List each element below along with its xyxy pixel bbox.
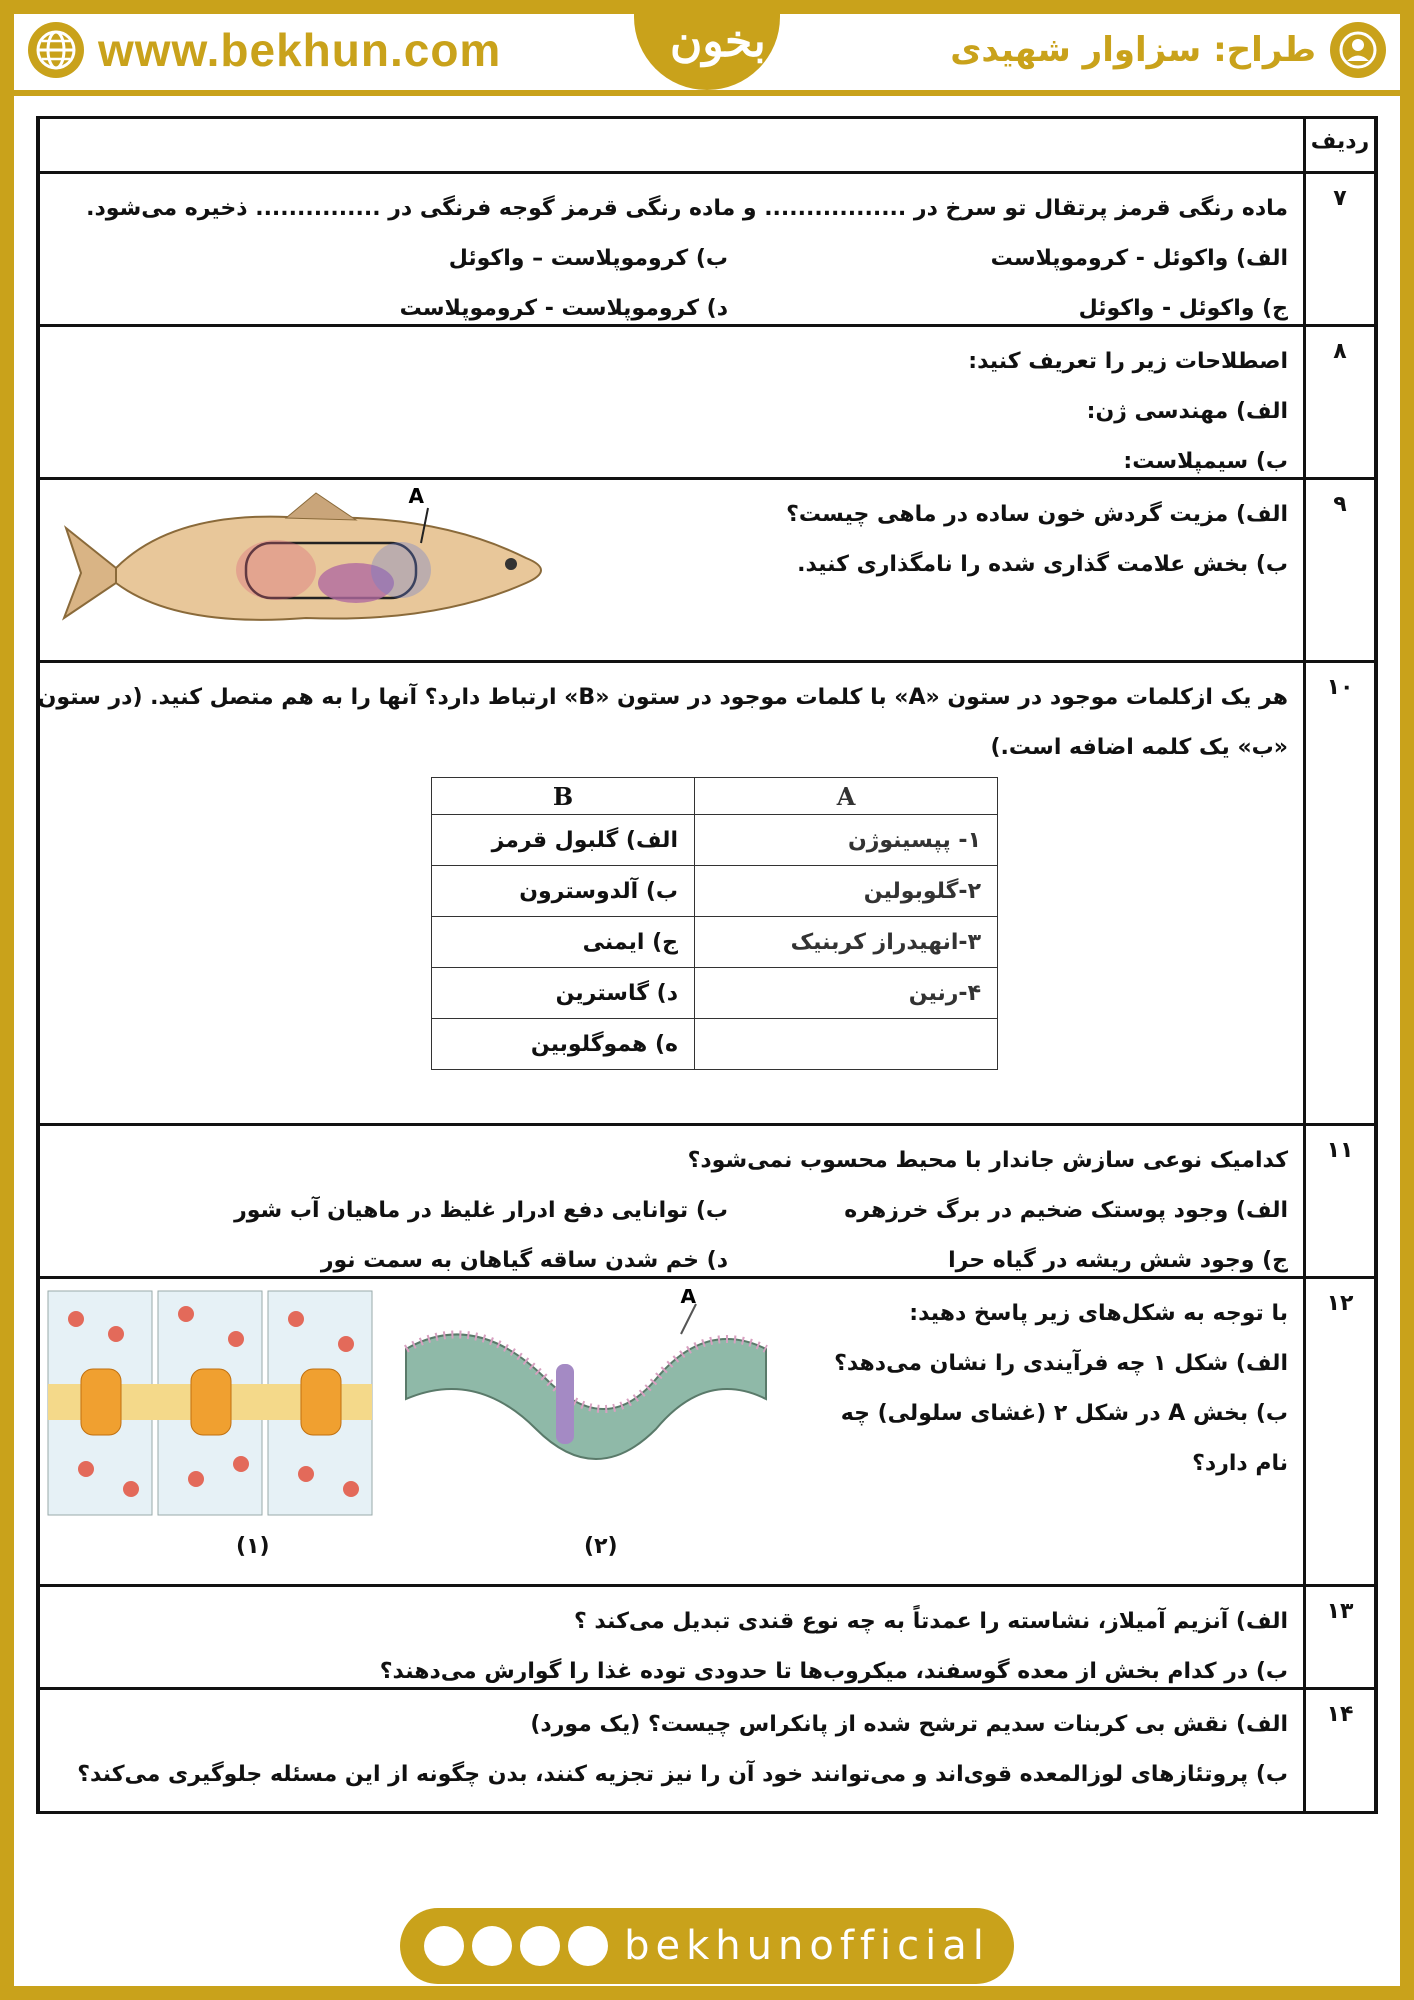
channel-protein-figure: [46, 1289, 376, 1519]
question-number: ۱۳: [1326, 1599, 1354, 1624]
table-header-row: [36, 119, 1378, 174]
column-b-item: ه) هموگلوبین: [432, 1019, 695, 1070]
question-line: الف) شکل ۱ چه فرآیندی را نشان می‌دهد؟: [834, 1351, 1288, 1376]
match-row: [432, 815, 998, 866]
membrane-label-a: A: [680, 1289, 696, 1308]
option-d: د) خم شدن ساقه گیاهان به سمت نور: [320, 1248, 728, 1273]
social-footer[interactable]: [400, 1908, 1014, 1984]
question-12: [36, 1279, 1378, 1587]
question-line: الف) نقش بی کربنات سدیم ترشح شده از پانکراس چیست؟ (یک مورد): [530, 1712, 1288, 1737]
matching-table: [431, 777, 998, 1070]
question-stem: کدامیک نوعی سازش جاندار با محیط محسوب نمی‌شود؟: [687, 1148, 1288, 1173]
question-line: هر یک ازکلمات موجود در ستون «A» با کلمات موجود در ستون «B» ارتباط دارد؟ آنها را به هم متصل کنید. (در ستون: [37, 685, 1288, 710]
option-d: د) کروموپلاست - کروموپلاست: [399, 296, 728, 321]
question-line: ب) بخش A در شکل ۲ (غشای سلولی) چه: [840, 1401, 1288, 1426]
question-line: ب) پروتئازهای لوزالمعده قوی‌اند و می‌توانند خود آن را نیز تجزیه کنند، بدن چگونه از این مسئله جلوگیری می‌کند؟: [77, 1762, 1288, 1787]
telegram-icon[interactable]: [520, 1926, 560, 1966]
option-c: ج) واکوئل - واکوئل: [1078, 296, 1288, 321]
question-number: ۱۲: [1326, 1291, 1354, 1316]
column-b-item: د) گاسترین: [432, 968, 695, 1019]
question-13: [36, 1587, 1378, 1690]
question-number: ۸: [1333, 339, 1347, 364]
question-number: ۹: [1333, 492, 1347, 517]
youtube-icon[interactable]: [472, 1926, 512, 1966]
match-row: [432, 917, 998, 968]
figure-2-caption: (۲): [584, 1534, 618, 1559]
question-line: با توجه به شکل‌های زیر پاسخ دهید:: [909, 1301, 1288, 1326]
question-line: ب) بخش علامت گذاری شده را نامگذاری کنید.: [797, 552, 1288, 577]
column-b-item: الف) گلبول قرمز: [432, 815, 695, 866]
option-b: ب) توانایی دفع ادرار غلیظ در ماهیان آب شور: [234, 1198, 728, 1223]
question-line: اصطلاحات زیر را تعریف کنید:: [968, 349, 1288, 374]
question-line: ب) سیمپلاست:: [1123, 449, 1288, 474]
question-number: ۱۱: [1326, 1138, 1354, 1163]
question-9: [36, 480, 1378, 663]
question-number: ۱۴: [1326, 1702, 1354, 1727]
column-a-header: A: [695, 778, 998, 815]
instagram-icon[interactable]: [568, 1926, 608, 1966]
author-text: طراح: سزاوار شهیدی: [950, 30, 1316, 70]
match-row: [432, 1019, 998, 1070]
fish-label-a: A: [408, 488, 424, 508]
question-11: [36, 1126, 1378, 1279]
globe-icon: [28, 22, 84, 78]
option-a: الف) وجود پوستک ضخیم در برگ خرزهره: [844, 1198, 1288, 1223]
author-credit: [950, 22, 1386, 78]
question-10: [36, 663, 1378, 1126]
question-number: ۱۰: [1326, 675, 1354, 700]
option-a: الف) واکوئل - کروموپلاست: [990, 246, 1288, 271]
column-a-item: ۲-گلوبولین: [695, 866, 998, 917]
brand-logo: بخون: [670, 16, 766, 67]
column-a-item: ۳-انهیدراز کربنیک: [695, 917, 998, 968]
question-line: ب) در کدام بخش از معده گوسفند، میکروب‌ها تا حدودی توده غذا را گوارش می‌دهند؟: [379, 1659, 1288, 1684]
user-icon: [1330, 22, 1386, 78]
match-row: [432, 866, 998, 917]
col-header: ردیف: [1310, 129, 1370, 154]
social-handle: bekhunofficial: [624, 1923, 990, 1969]
question-8: [36, 327, 1378, 480]
aparat-icon[interactable]: [424, 1926, 464, 1966]
site-url[interactable]: [28, 22, 501, 78]
question-table: [36, 116, 1378, 1814]
figure-1-caption: (۱): [236, 1534, 270, 1559]
cell-membrane-figure: [396, 1289, 776, 1499]
fish-circulation-figure: [56, 488, 596, 653]
column-b-item: ب) آلدوسترون: [432, 866, 695, 917]
header-divider: [14, 90, 1400, 96]
question-line: الف) مزیت گردش خون ساده در ماهی چیست؟: [786, 502, 1288, 527]
column-a-item: ۱- پپسینوژن: [695, 815, 998, 866]
site-url-text: www.bekhun.com: [98, 24, 502, 76]
question-14: [36, 1690, 1378, 1805]
question-stem: ماده رنگی قرمز پرتقال تو سرخ در ................. و ماده رنگی قرمز گوجه فرنگی در ............... ذخیره می‌شود.: [86, 196, 1288, 221]
question-line: الف) آنزیم آمیلاز، نشاسته را عمدتاً به چه نوع قندی تبدیل می‌کند ؟: [573, 1609, 1288, 1634]
option-c: ج) وجود شش ریشه در گیاه حرا: [948, 1248, 1288, 1273]
question-number: ۷: [1333, 186, 1347, 211]
question-line: نام دارد؟: [1192, 1451, 1288, 1476]
option-b: ب) کروموپلاست – واکوئل: [448, 246, 728, 271]
column-b-item: ج) ایمنی: [432, 917, 695, 968]
question-line: الف) مهندسی ژن:: [1086, 399, 1288, 424]
column-a-item: [695, 1019, 998, 1070]
match-row: [432, 968, 998, 1019]
column-a-item: ۴-رنین: [695, 968, 998, 1019]
question-7: [36, 174, 1378, 327]
question-line: «ب» یک کلمه اضافه است.): [990, 735, 1288, 760]
column-b-header: B: [432, 778, 695, 815]
